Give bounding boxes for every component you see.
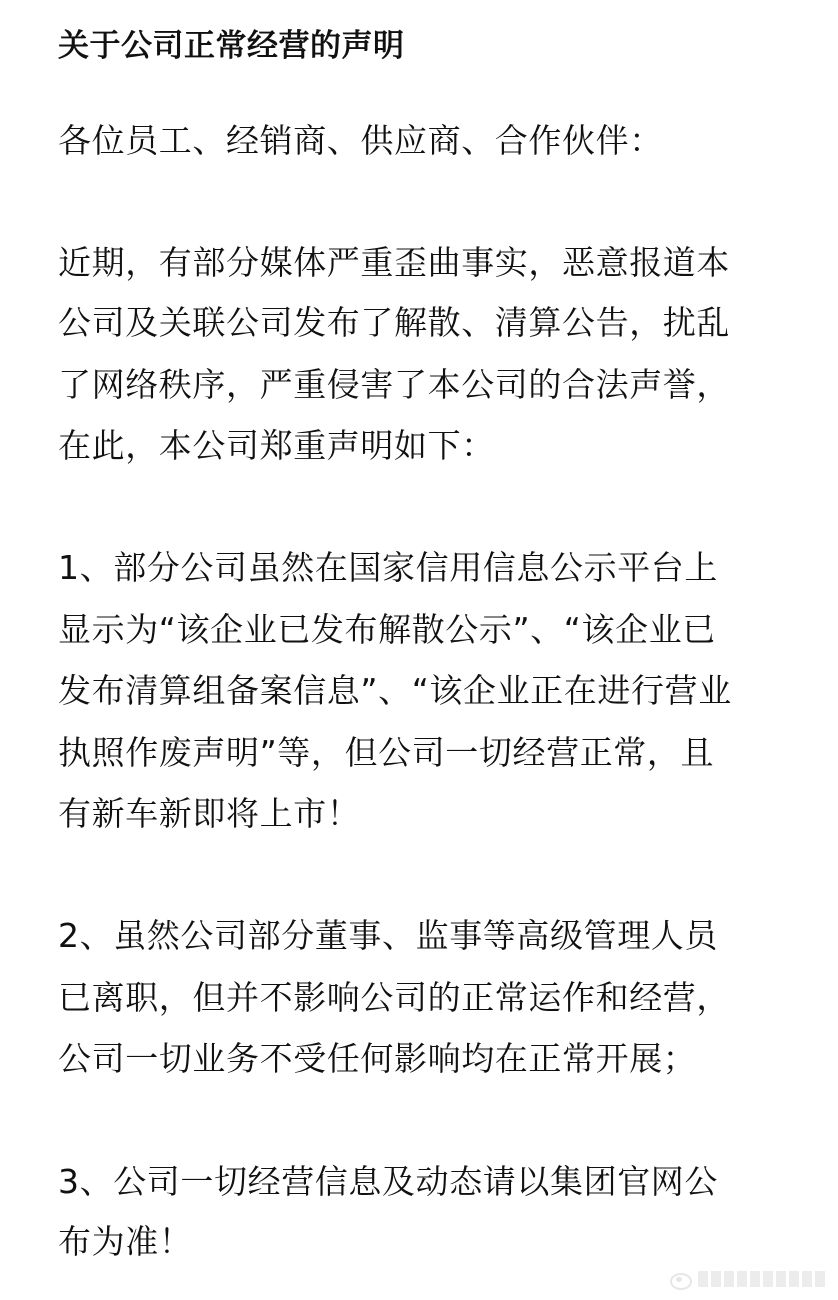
intro-line-1: 近期，有部分媒体严重歪曲事实，恶意报道本: [58, 243, 730, 282]
point-3-line-2: 布为准！: [58, 1222, 193, 1261]
point-1-line-4: 执照作废声明”等，但公司一切经营正常，且: [58, 733, 715, 772]
intro-line-2: 公司及关联公司发布了解散、清算公告，扰乱: [58, 303, 730, 342]
weibo-logo-icon: [668, 1269, 694, 1289]
point-1-line-3: 发布清算组备案信息”、“该企业正在进行营业: [58, 671, 732, 710]
salutation-line: 各位员工、经销商、供应商、合作伙伴：: [58, 121, 663, 160]
point-2-line-3: 公司一切业务不受任何影响均在正常开展；: [58, 1039, 697, 1078]
point-1-line-1: 1、部分公司虽然在国家信用信息公示平台上: [58, 548, 718, 587]
document-title: 关于公司正常经营的声明: [58, 28, 405, 64]
point-2-line-2: 已离职，但并不影响公司的正常运作和经营，: [58, 978, 730, 1017]
point-1-line-5: 有新车新即将上市！: [58, 794, 361, 833]
watermark: [668, 1266, 828, 1292]
point-3-line-1: 3、公司一切经营信息及动态请以集团官网公: [58, 1162, 718, 1201]
point-2-line-1: 2、虽然公司部分董事、监事等高级管理人员: [58, 916, 718, 955]
intro-line-4: 在此，本公司郑重声明如下：: [58, 426, 495, 465]
intro-line-3: 了网络秩序，严重侵害了本公司的合法声誉，: [58, 365, 730, 404]
watermark-text-blur: [698, 1271, 828, 1287]
point-1-line-2: 显示为“该企业已发布解散公示”、“该企业已: [58, 610, 716, 649]
